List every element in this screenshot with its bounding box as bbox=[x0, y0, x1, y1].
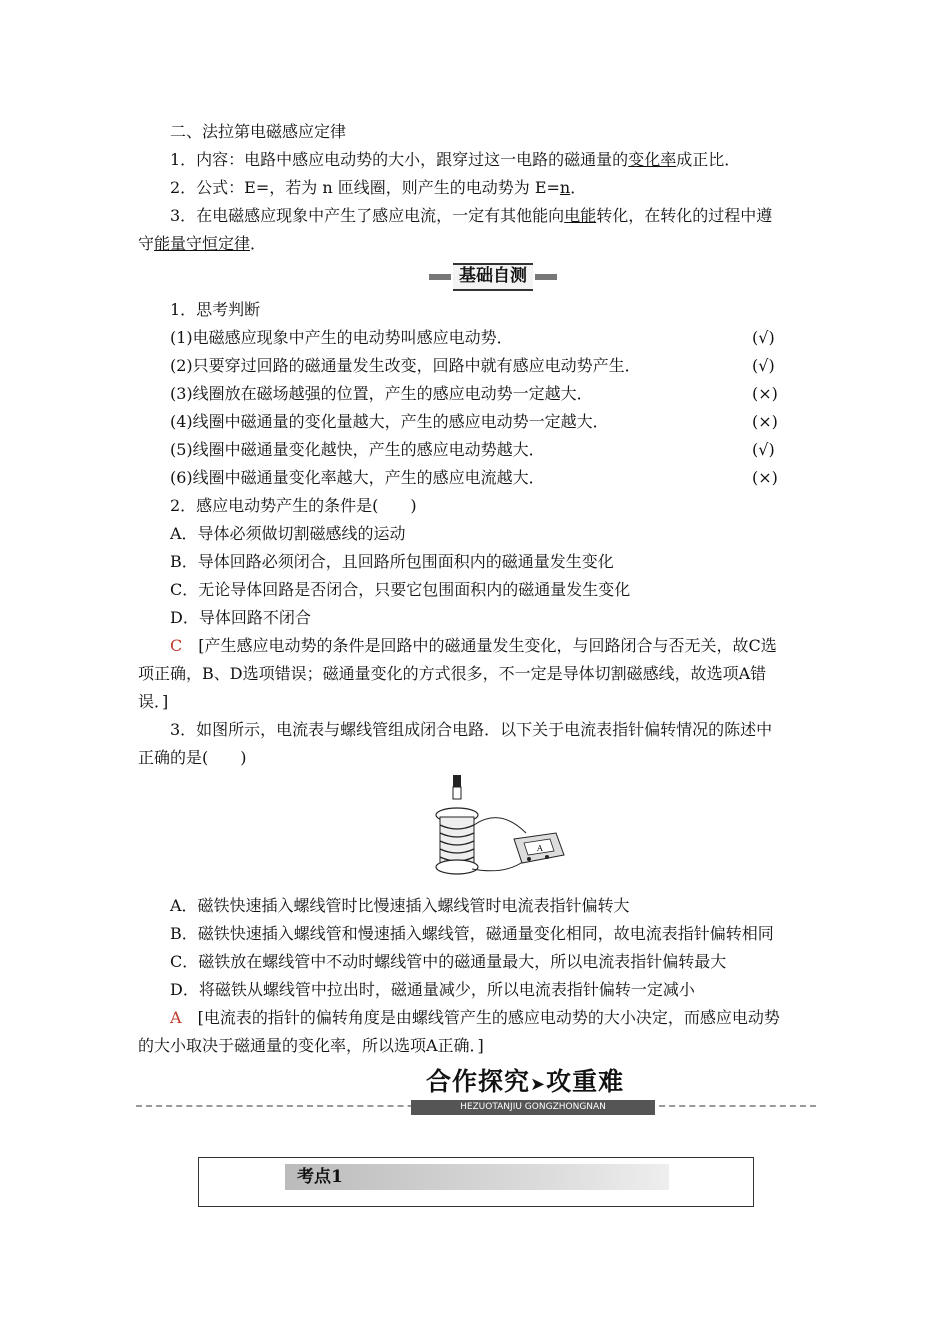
law-formula bbox=[170, 178, 850, 198]
solenoid-ammeter-figure bbox=[420, 775, 570, 885]
text: 1．内容：电路中感应电动势的大小，跟穿过这一电路的磁通量的 bbox=[170, 150, 629, 169]
text: 守 bbox=[138, 234, 155, 253]
q1-title: 1．思考判断 bbox=[170, 300, 261, 319]
text: 2．公式：E=，若为 n 匝线圈，则产生的电动势为 E= bbox=[170, 178, 560, 197]
terminal bbox=[545, 855, 549, 859]
q3-option-c: C．磁铁放在螺线管中不动时螺线管中的磁通量最大，所以电流表指针偏转最大 bbox=[170, 952, 727, 971]
judge-item: (2)只要穿过回路的磁通量发生改变，回路中就有感应电动势产生． bbox=[170, 356, 641, 375]
q3-option-a: A．磁铁快速插入螺线管时比慢速插入螺线管时电流表指针偏转大 bbox=[170, 896, 630, 915]
judge-item: (6)线圈中磁通量变化率越大，产生的感应电流越大． bbox=[170, 468, 545, 487]
q2-explanation-cont: 项正确，B、D选项错误；磁通量变化的方式很多，不一定是导体切割磁感线，故选项A错 bbox=[138, 664, 767, 683]
q3-option-b: B．磁铁快速插入螺线管和慢速插入螺线管，磁通量变化相同，故电流表指针偏转相同 bbox=[170, 924, 774, 943]
text: 3．在电磁感应现象中产生了感应电流，一定有其他能向 bbox=[170, 206, 565, 225]
q2-explanation-end: 误．] bbox=[138, 692, 169, 711]
terminal bbox=[527, 857, 531, 861]
coil-bottom bbox=[436, 860, 478, 874]
judge-item: (5)线圈中磁通量变化越快，产生的感应电动势越大． bbox=[170, 440, 545, 459]
judge-mark: (√) bbox=[752, 328, 775, 347]
banner-bar-left bbox=[429, 274, 451, 280]
magnet-n-pole bbox=[453, 775, 461, 787]
section-header-subtitle: HEZUOTANJIU GONGZHONGNAN bbox=[411, 1100, 655, 1115]
text: ． bbox=[250, 234, 267, 253]
underlined-term: 变化率 bbox=[628, 150, 677, 169]
law-content bbox=[170, 150, 850, 170]
q2-option-a: A．导体必须做切割磁感线的运动 bbox=[170, 524, 406, 543]
judge-item: (1)电磁感应现象中产生的电动势叫感应电动势． bbox=[170, 328, 513, 347]
basic-self-test-banner bbox=[429, 263, 557, 289]
q2-explanation bbox=[170, 636, 850, 656]
coil-body bbox=[440, 817, 474, 865]
text: 成正比． bbox=[676, 150, 741, 169]
judge-mark: (√) bbox=[752, 356, 775, 375]
arrow-icon: ➤ bbox=[530, 1074, 547, 1095]
section-header bbox=[136, 1062, 816, 1118]
q2-stem: 2．感应电动势产生的条件是( ) bbox=[170, 496, 417, 515]
judge-item: (3)线圈放在磁场越强的位置，产生的感应电动势一定越大． bbox=[170, 384, 593, 403]
banner-label: 基础自测 bbox=[453, 263, 533, 291]
underlined-term: 电能 bbox=[564, 206, 597, 225]
q3-option-d: D．将磁铁从螺线管中拉出时，磁通量减少，所以电流表指针偏转一定减小 bbox=[170, 980, 695, 999]
q3-explanation bbox=[170, 1008, 850, 1028]
q3-stem: 3．如图所示，电流表与螺线管组成闭合电路．以下关于电流表指针偏转情况的陈述中 bbox=[170, 720, 773, 739]
judge-mark: (√) bbox=[752, 440, 775, 459]
kaodian-label: 考点1 bbox=[297, 1167, 343, 1187]
judge-mark: (×) bbox=[752, 384, 778, 403]
text: 攻重难 bbox=[546, 1067, 625, 1096]
magnet-s-pole bbox=[453, 787, 461, 799]
q2-option-b: B．导体回路必须闭合，且回路所包围面积内的磁通量发生变化 bbox=[170, 552, 614, 571]
q2-option-d: D．导体回路不闭合 bbox=[170, 608, 311, 627]
law-energy-cont bbox=[138, 234, 818, 254]
section-header-title bbox=[426, 1062, 624, 1098]
wire-top bbox=[474, 818, 526, 833]
underlined-term: 能量守恒定律 bbox=[154, 234, 251, 253]
text: 合作探究 bbox=[426, 1067, 531, 1096]
kaodian-tab bbox=[285, 1164, 669, 1190]
judge-mark: (×) bbox=[752, 468, 778, 487]
law-energy bbox=[170, 206, 850, 226]
text: 转化，在转化的过程中遵 bbox=[596, 206, 773, 225]
text: [产生感应电动势的条件是回路中的磁通量发生变化，与回路闭合与否无关，故C选 bbox=[198, 636, 777, 655]
text: [电流表的指针的偏转角度是由螺线管产生的感应电动势的大小决定，而感应电动势 bbox=[197, 1008, 780, 1027]
q3-answer: A bbox=[170, 1008, 182, 1027]
section-title: 二、法拉第电磁感应定律 bbox=[170, 122, 347, 141]
text: ． bbox=[570, 178, 587, 197]
q3-explanation-cont: 的大小取决于磁通量的变化率，所以选项A正确．] bbox=[138, 1036, 484, 1055]
kaodian-box bbox=[198, 1157, 754, 1207]
q3-stem-cont: 正确的是( ) bbox=[138, 748, 247, 767]
banner-bar-right bbox=[535, 274, 557, 280]
wire-bottom bbox=[472, 861, 524, 871]
judge-item: (4)线圈中磁通量的变化量越大，产生的感应电动势一定越大． bbox=[170, 412, 609, 431]
judge-mark: (×) bbox=[752, 412, 778, 431]
underlined-term: n bbox=[559, 178, 571, 197]
q2-answer: C bbox=[170, 636, 183, 655]
ammeter-label: A bbox=[537, 844, 543, 853]
q2-option-c: C．无论导体回路是否闭合，只要它包围面积内的磁通量发生变化 bbox=[170, 580, 631, 599]
